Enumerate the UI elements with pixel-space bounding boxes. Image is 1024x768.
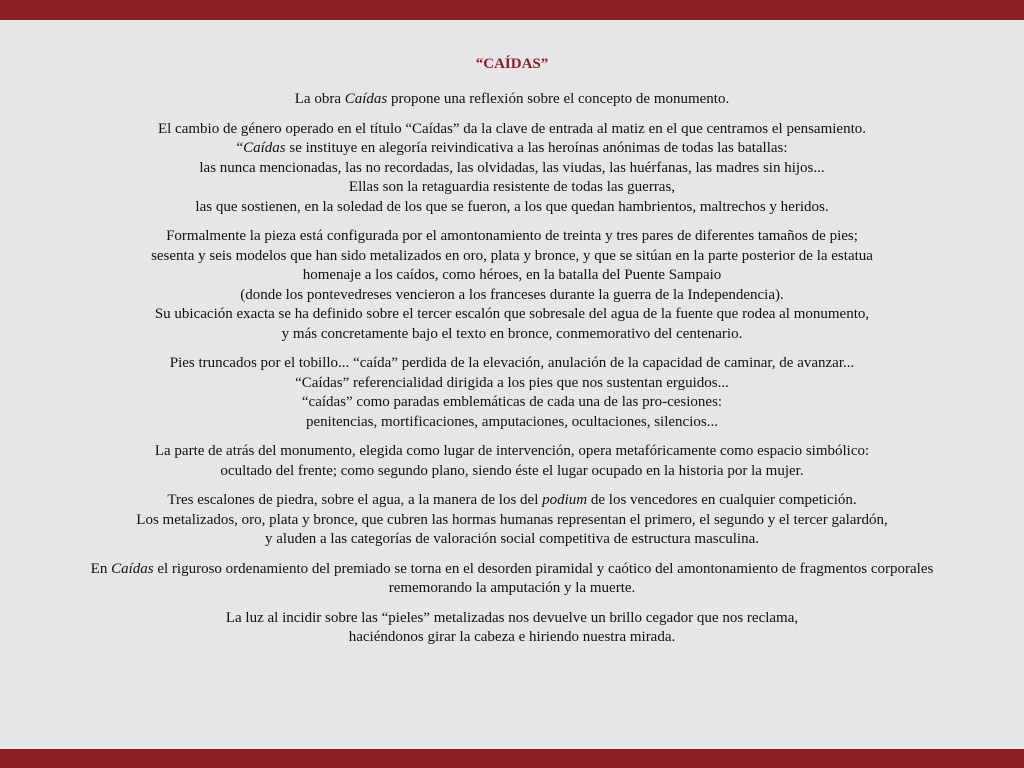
text-line (0, 511, 1024, 531)
text-run: La parte de atrás del monumento, elegida como lugar de intervención, opera metafóricamente como espacio simbólico: (154, 443, 870, 459)
text-run: y más concretamente bajo el texto en bronce, conmemorativo del centenario. (281, 325, 743, 342)
text-run: homenaje a los caídos, como héroes, en la batalla del Puente Sampaio (302, 267, 722, 283)
text-line (0, 286, 1024, 306)
text-run: las nunca mencionadas, las no recordadas, las olvidadas, las viudas, las huérfanas, las madres sin hijos... (199, 159, 825, 176)
text-line (0, 227, 1024, 247)
paragraph (0, 442, 1024, 481)
text-line (0, 139, 1024, 159)
text-run: el riguroso ordenamiento del premiado se torna en el desorden piramidal y caótico del amontonamiento de fragmentos corporales (153, 560, 934, 577)
text-line (0, 530, 1024, 550)
text-line (0, 198, 1024, 218)
text-run: Ellas son la retaguardia resistente de todas las guerras, (348, 179, 676, 195)
text-run: Pies truncados por el tobillo... “caída” perdida de la elevación, anulación de la capacidad de caminar, de avanzar... (169, 355, 855, 371)
paragraph (0, 560, 1024, 599)
text-line (0, 462, 1024, 482)
paragraph (0, 227, 1024, 344)
text-run: Su ubicación exacta se ha definido sobre el tercer escalón que sobresale del agua de la fuente que rodea al monumento, (154, 306, 870, 322)
text-run: propone una reflexión sobre el concepto de monumento. (387, 91, 730, 107)
paragraph (0, 120, 1024, 218)
paragraph (0, 491, 1024, 550)
text-run: las que sostienen, en la soledad de los que se fueron, a los que quedan hambrientos, maltrechos y heridos. (195, 198, 829, 215)
paragraph (0, 609, 1024, 648)
text-line (0, 560, 1024, 580)
paragraph (0, 354, 1024, 432)
text-run: En (90, 560, 112, 577)
text-run: Tres escalones de piedra, sobre el agua, a la manera de los del (167, 492, 543, 508)
text-line (0, 413, 1024, 433)
text-run: rememorando la amputación y la muerte. (388, 580, 636, 596)
text-line (0, 305, 1024, 325)
text-line (0, 159, 1024, 179)
text-line (0, 247, 1024, 267)
text-run: y aluden a las categorías de valoración social competitiva de estructura masculina. (265, 531, 759, 547)
text-run: Los metalizados, oro, plata y bronce, que cubren las hormas humanas representan el primero, el segundo y el tercer galardón, (136, 511, 888, 528)
text-line (0, 266, 1024, 286)
text-line (0, 178, 1024, 198)
bottom-bar (0, 749, 1024, 768)
emphasis-text: Caídas (111, 560, 154, 577)
text-line (0, 354, 1024, 374)
text-run: El cambio de género operado en el título “Caídas” da la clave de entrada al matiz en el que centramos el pensamiento. (157, 120, 867, 137)
text-line (0, 120, 1024, 140)
text-run: “caídas” como paradas emblemáticas de cada una de las pro-cesiones: (301, 394, 723, 410)
text-run: penitencias, mortificaciones, amputaciones, ocultaciones, silencios... (306, 413, 718, 430)
emphasis-text: podium (542, 492, 588, 508)
text-run: ocultado del frente; como segundo plano, siendo éste el lugar ocupado en la historia por la mujer. (220, 462, 804, 479)
text-line (0, 442, 1024, 462)
text-line (0, 393, 1024, 413)
text-run: (donde los pontevedreses vencieron a los franceses durante la guerra de la Independencia). (240, 286, 784, 303)
text-line (0, 90, 1024, 110)
slide-content (0, 54, 1024, 658)
body-text (0, 90, 1024, 648)
text-run: “Caídas” referencialidad dirigida a los pies que nos sustentan erguidos... (295, 374, 729, 391)
top-bar (0, 0, 1024, 20)
text-line (0, 325, 1024, 345)
emphasis-text: Caídas (243, 140, 286, 156)
text-run: La luz al incidir sobre las “pieles” metalizadas nos devuelve un brillo cegador que nos reclama, (225, 609, 799, 626)
text-run: “ (236, 140, 244, 156)
emphasis-text: Caídas (344, 91, 388, 107)
text-line (0, 491, 1024, 511)
text-run: haciéndonos girar la cabeza e hiriendo nuestra mirada. (348, 629, 676, 645)
paragraph (0, 90, 1024, 110)
text-run: Formalmente la pieza está configurada por el amontonamiento de treinta y tres pares de diferentes tamaños de pies; (166, 228, 858, 244)
text-line (0, 374, 1024, 394)
text-run: de los vencedores en cualquier competición. (587, 492, 857, 508)
text-line (0, 579, 1024, 599)
text-run: sesenta y seis modelos que han sido metalizados en oro, plata y bronce, y que se sitúan en la parte posterior de la estatua (151, 247, 873, 264)
text-run: La obra (294, 91, 345, 107)
text-line (0, 628, 1024, 648)
text-line (0, 609, 1024, 629)
page-title: “CAÍDAS” (475, 56, 549, 72)
text-run: se instituye en alegoría reivindicativa a las heroínas anónimas de todas las batallas: (285, 140, 788, 156)
